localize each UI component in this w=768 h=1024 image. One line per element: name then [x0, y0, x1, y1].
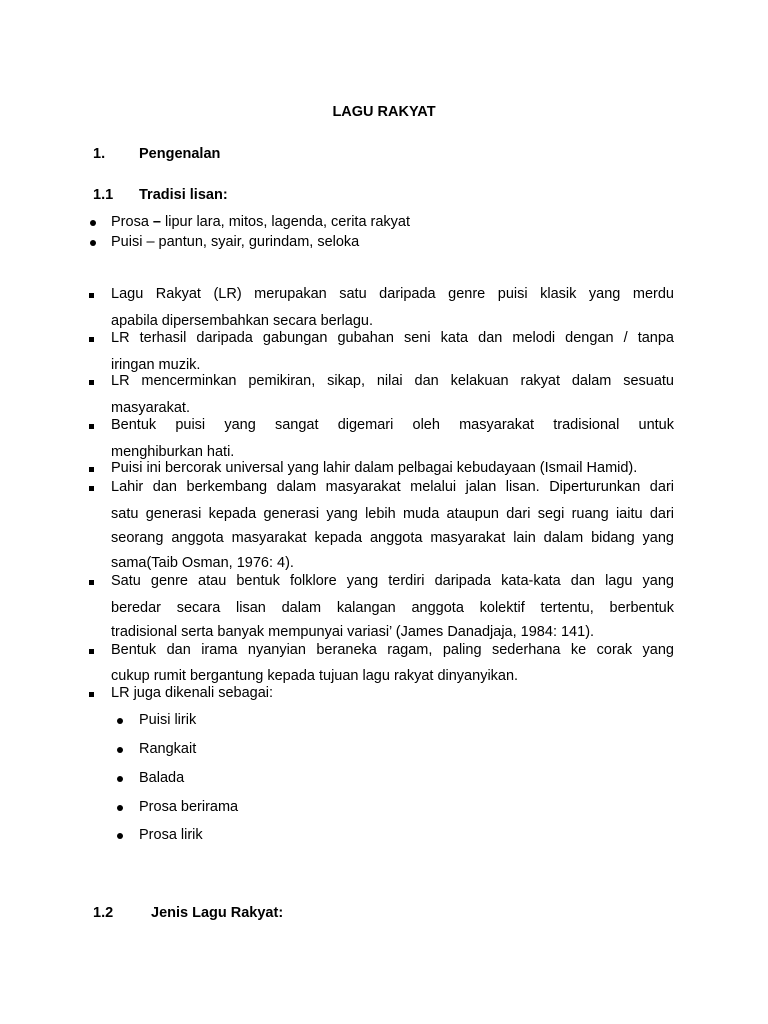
- section-1-2-heading: Jenis Lagu Rakyat:: [151, 905, 284, 921]
- square-bullet-icon: [89, 486, 94, 491]
- point-line: Bentuk dan irama nyanyian beraneka ragam, paling sederhana ke corak yang: [111, 642, 674, 658]
- section-1-1-number: 1.1: [93, 187, 114, 203]
- point-line: apabila dipersembahkan secara berlagu.: [111, 313, 373, 329]
- section-1-2-number: 1.2: [93, 905, 114, 921]
- section-1-heading: Pengenalan: [139, 146, 221, 162]
- list-item: Balada: [139, 770, 185, 786]
- point-line: LR mencerminkan pemikiran, sikap, nilai dan kelakuan rakyat dalam sesuatu: [111, 373, 674, 389]
- point-line: menghiburkan hati.: [111, 444, 235, 460]
- list-item: Puisi lirik: [139, 712, 197, 728]
- square-bullet-icon: [89, 649, 94, 654]
- point-line: Satu genre atau bentuk folklore yang terdiri daripada kata-kata dan lagu yang: [111, 573, 674, 589]
- section-1-1-heading: Tradisi lisan:: [139, 187, 228, 203]
- bullet-dot-icon: [90, 240, 96, 246]
- point-line: masyarakat.: [111, 400, 190, 416]
- list-item: Prosa lirik: [139, 827, 203, 843]
- bullet-dot-icon: [117, 776, 123, 782]
- section-1-number: 1.: [93, 146, 106, 162]
- point-line: Puisi ini bercorak universal yang lahir dalam pelbagai kebudayaan (Ismail Hamid).: [111, 460, 638, 476]
- point-line: Lahir dan berkembang dalam masyarakat melalui jalan lisan. Diperturunkan dari: [111, 479, 674, 495]
- point-line: sama(Taib Osman, 1976: 4).: [111, 555, 294, 571]
- point-line: LR terhasil daripada gabungan gubahan seni kata dan melodi dengan / tanpa: [111, 330, 674, 346]
- point-line: satu generasi kepada generasi yang lebih muda ataupun dari segi ruang iaitu dari: [111, 506, 674, 522]
- bullet-dot-icon: [117, 718, 123, 724]
- square-bullet-icon: [89, 293, 94, 298]
- bullet-dot-icon: [117, 833, 123, 839]
- point-line: tradisional serta banyak mempunyai variasi’ (James Danadjaja, 1984: 141).: [111, 624, 595, 640]
- list-item: Rangkait: [139, 741, 197, 757]
- document-title: LAGU RAKYAT: [332, 104, 436, 120]
- square-bullet-icon: [89, 424, 94, 429]
- bullet-dot-icon: [90, 220, 96, 226]
- point-line: iringan muzik.: [111, 357, 201, 373]
- list-item: Prosa berirama: [139, 799, 239, 815]
- bullet-dot-icon: [117, 747, 123, 753]
- bullet-dot-icon: [117, 805, 123, 811]
- point-line: cukup rumit bergantung kepada tujuan lagu rakyat dinyanyikan.: [111, 668, 519, 684]
- point-line: LR juga dikenali sebagai:: [111, 685, 274, 701]
- point-line: beredar secara lisan dalam kalangan anggota kolektif tertentu, berbentuk: [111, 600, 674, 616]
- point-line: Bentuk puisi yang sangat digemari oleh masyarakat tradisional untuk: [111, 417, 674, 433]
- list-item: Puisi – pantun, syair, gurindam, seloka: [111, 234, 360, 250]
- square-bullet-icon: [89, 380, 94, 385]
- point-line: seorang anggota masyarakat kepada anggota masyarakat lain dalam bidang yang: [111, 530, 674, 546]
- square-bullet-icon: [89, 580, 94, 585]
- square-bullet-icon: [89, 337, 94, 342]
- list-item: Prosa – lipur lara, mitos, lagenda, cerita rakyat: [111, 214, 411, 230]
- point-line: Lagu Rakyat (LR) merupakan satu daripada genre puisi klasik yang merdu: [111, 286, 674, 302]
- square-bullet-icon: [89, 467, 94, 472]
- square-bullet-icon: [89, 692, 94, 697]
